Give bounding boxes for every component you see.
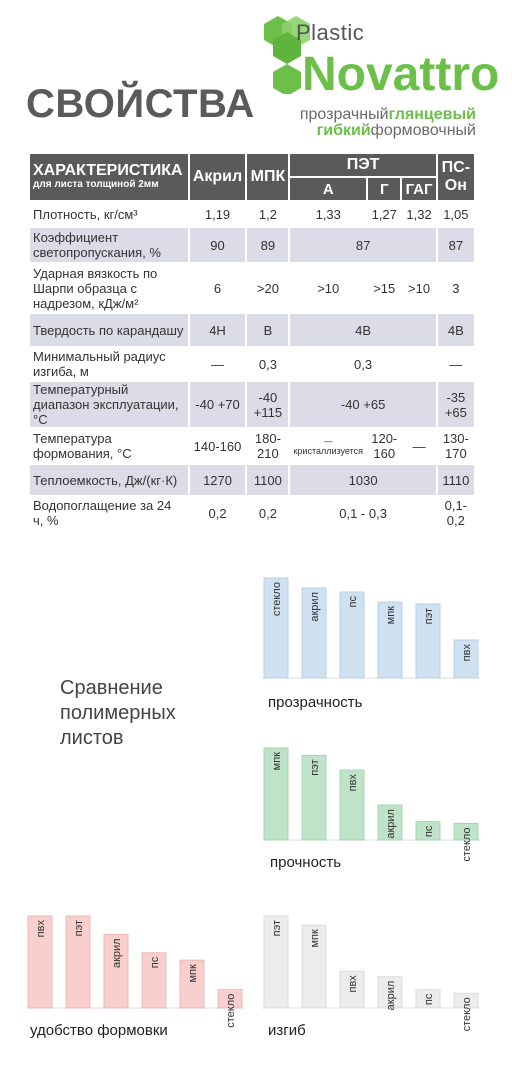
cell-value: — кристаллизуется bbox=[290, 429, 366, 463]
bar-label: пс bbox=[423, 993, 435, 1006]
chart-transparency bbox=[258, 574, 488, 684]
cell-value: 0,2 bbox=[190, 497, 246, 529]
table-row bbox=[30, 202, 474, 226]
bar-label: мпк bbox=[271, 752, 283, 771]
cell-value: 4В bbox=[438, 314, 474, 346]
cell-value: 4Н bbox=[190, 314, 246, 346]
cell-value: 140-160 bbox=[190, 429, 246, 463]
cell-value: -40 +65 bbox=[290, 382, 435, 427]
cell-value: 1,2 bbox=[247, 202, 288, 226]
header-pet-g: Г bbox=[368, 178, 400, 200]
cell-value: -40 +115 bbox=[247, 382, 288, 427]
header-acryl: Акрил bbox=[190, 154, 246, 200]
bar-label: акрил bbox=[385, 809, 397, 839]
cell-value: 6 bbox=[190, 264, 246, 312]
cell-value: 1110 bbox=[438, 465, 474, 495]
cell-value: В bbox=[247, 314, 288, 346]
cell-value: 1,33 bbox=[290, 202, 366, 226]
chart-formability-caption: удобство формовки bbox=[30, 1022, 168, 1039]
row-label: Твердость по карандашу bbox=[30, 314, 188, 346]
cell-value: -40 +70 bbox=[190, 382, 246, 427]
cell-value: 0,2 bbox=[247, 497, 288, 529]
tagline-1: прозрачныйглянцевый bbox=[299, 106, 476, 123]
bar-label: акрил bbox=[385, 980, 397, 1011]
cell-value: 1,27 bbox=[368, 202, 400, 226]
row-label: Водопоглащение за 24 ч, % bbox=[30, 497, 188, 529]
table-row bbox=[30, 264, 474, 312]
cell-value: — bbox=[438, 348, 474, 380]
cell-value: 87 bbox=[438, 228, 474, 262]
row-label: Плотность, кг/см³ bbox=[30, 202, 188, 226]
table-row bbox=[30, 348, 474, 380]
cell-value: 0,1-0,2 bbox=[438, 497, 474, 529]
bar-label: акрил bbox=[111, 938, 123, 969]
header-pet: ПЭТ bbox=[290, 154, 435, 176]
cell-value: 87 bbox=[290, 228, 435, 262]
cell-value: 0,3 bbox=[247, 348, 288, 380]
logo-novattro: Novattro bbox=[302, 48, 500, 101]
table-row bbox=[30, 314, 474, 346]
properties-table bbox=[28, 152, 476, 531]
bar-label: пэт bbox=[309, 759, 321, 776]
cell-value: 130-170 bbox=[438, 429, 474, 463]
header-mpk: МПК bbox=[247, 154, 288, 200]
cell-value: 3 bbox=[438, 264, 474, 312]
bar-label: мпк bbox=[309, 929, 321, 948]
bar-label: пэт bbox=[271, 920, 283, 937]
cell-value: — bbox=[402, 429, 435, 463]
cell-value: -35 +65 bbox=[438, 382, 474, 427]
bar-label: пвх bbox=[347, 975, 359, 993]
cell-value: 0,1 - 0,3 bbox=[290, 497, 435, 529]
chart-strength-caption: прочность bbox=[270, 854, 342, 871]
comparison-title: Сравнение полимерных листов bbox=[60, 677, 176, 749]
bar-label: стекло bbox=[461, 997, 473, 1032]
bar-label: пс bbox=[149, 956, 161, 969]
bar-label: мпк bbox=[385, 606, 397, 625]
cell-value: 90 bbox=[190, 228, 246, 262]
header-pet-a: А bbox=[290, 178, 366, 200]
header-characteristic: ХАРАКТЕРИСТИКА для листа толщиной 2мм bbox=[30, 154, 188, 200]
cell-value: >15 bbox=[368, 264, 400, 312]
chart-strength bbox=[258, 744, 488, 862]
header-pet-gag: ГАГ bbox=[402, 178, 435, 200]
bar-label: пэт bbox=[423, 608, 435, 625]
bar-label: стекло bbox=[225, 993, 237, 1028]
row-label: Коэффициент светопропускания, % bbox=[30, 228, 188, 262]
chart-transparency-caption: прозрачность bbox=[268, 694, 363, 711]
cell-value: 0,3 bbox=[290, 348, 435, 380]
logo-plastic: Plastic bbox=[296, 20, 365, 45]
row-label: Теплоемкость, Дж/(кг·К) bbox=[30, 465, 188, 495]
table-row bbox=[30, 497, 474, 529]
cell-value: 1030 bbox=[290, 465, 435, 495]
bar-label: пвх bbox=[35, 920, 47, 938]
bar-label: пс bbox=[423, 825, 435, 838]
bar-label: пвх bbox=[461, 644, 473, 662]
header-ps: ПС-Он bbox=[438, 154, 474, 200]
cell-value: 4В bbox=[290, 314, 435, 346]
row-label: Минимальный радиус изгиба, м bbox=[30, 348, 188, 380]
bar-label: мпк bbox=[187, 964, 199, 983]
bar-label: пэт bbox=[73, 920, 85, 937]
cell-value: 1,32 bbox=[402, 202, 435, 226]
cell-value: >20 bbox=[247, 264, 288, 312]
cell-value: 180-210 bbox=[247, 429, 288, 463]
cell-value: 1,05 bbox=[438, 202, 474, 226]
cell-value: 1100 bbox=[247, 465, 288, 495]
table-row bbox=[30, 228, 474, 262]
table-body bbox=[30, 202, 474, 529]
bar-label: пвх bbox=[347, 774, 359, 792]
table-row bbox=[30, 429, 474, 463]
chart-formability bbox=[22, 912, 252, 1028]
cell-value: 89 bbox=[247, 228, 288, 262]
row-label: Температура формования, °С bbox=[30, 429, 188, 463]
bar-label: пс bbox=[347, 596, 359, 608]
bar-label: стекло bbox=[271, 582, 283, 617]
cell-value: 120-160 bbox=[368, 429, 400, 463]
bar-label: стекло bbox=[461, 827, 473, 862]
page-title: СВОЙСТВА bbox=[26, 82, 255, 126]
cell-value: >10 bbox=[290, 264, 366, 312]
cell-value: — bbox=[190, 348, 246, 380]
cell-value: >10 bbox=[402, 264, 435, 312]
row-label: Температурный диапазон эксплуатации, °С bbox=[30, 382, 188, 427]
bar-label: акрил bbox=[309, 592, 321, 622]
cell-value: 1,19 bbox=[190, 202, 246, 226]
table-row bbox=[30, 465, 474, 495]
table-row bbox=[30, 382, 474, 427]
chart-bending-caption: изгиб bbox=[268, 1022, 306, 1039]
row-label: Ударная вязкость по Шарпи образца с надрезом, кДж/м² bbox=[30, 264, 188, 312]
tagline-2: гибкийформовочный bbox=[316, 122, 476, 139]
cell-value: 1270 bbox=[190, 465, 246, 495]
